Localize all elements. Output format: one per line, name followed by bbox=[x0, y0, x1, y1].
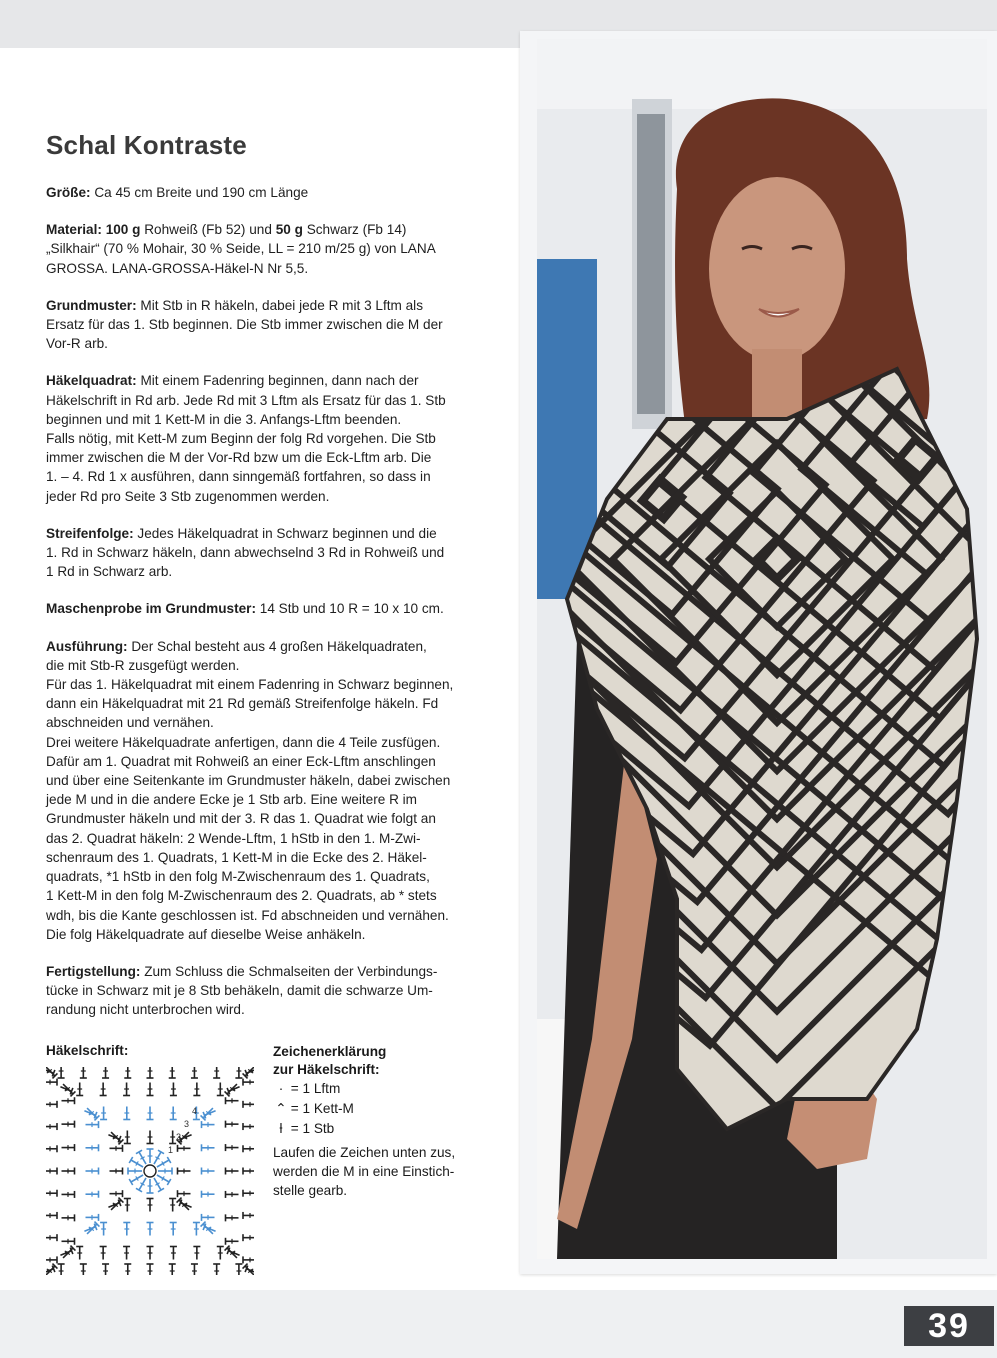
round-label: 3 bbox=[184, 1119, 190, 1129]
ausfuehrung-line-15: wdh, bis die Kante geschlossen ist. Fd abschneiden und vernähen. bbox=[46, 907, 449, 923]
groesse-text: Ca 45 cm Breite und 190 cm Länge bbox=[94, 185, 309, 200]
chart-and-legend bbox=[46, 1043, 506, 1283]
material-amount-white: 100 g bbox=[105, 222, 141, 238]
slip-stitch-icon: ⌃ bbox=[275, 1101, 287, 1116]
ausfuehrung-line-7: Dafür am 1. Quadrat mit Rohweiß an einer Eck-Lftm anschlingen bbox=[46, 753, 436, 769]
material-line-2: „Silkhair“ (70 % Mohair, 30 % Seide, LL = 210 m/25 g) von LANA bbox=[46, 241, 436, 257]
material-amount-black: 50 g bbox=[275, 222, 303, 238]
streifenfolge-text-1: Jedes Häkelquadrat in Schwarz beginnen und die bbox=[137, 525, 437, 541]
streifenfolge-line-1 bbox=[46, 524, 492, 543]
legend-item-stb bbox=[273, 1119, 503, 1139]
face bbox=[709, 177, 845, 361]
chart-title: Häkelschrift: bbox=[46, 1043, 129, 1058]
streifenfolge-label: Streifenfolge: bbox=[46, 525, 134, 541]
section-maschenprobe bbox=[46, 599, 492, 618]
section-haekelquadrat bbox=[46, 371, 492, 505]
legend-note-line-3: stelle gearb. bbox=[273, 1183, 348, 1198]
legend-item-lftm bbox=[273, 1079, 503, 1099]
ausfuehrung-line-3: Für das 1. Häkelquadrat mit einem Fadenring in Schwarz beginnen, bbox=[46, 677, 454, 693]
grundmuster-line-1 bbox=[46, 296, 492, 315]
model-photo bbox=[537, 39, 987, 1259]
material-text-white: Rohweiß (Fb 52) und bbox=[144, 222, 272, 238]
ausfuehrung-line-4: dann ein Häkelquadrat mit 21 Rd gemäß Streifenfolge häkeln. Fd bbox=[46, 696, 439, 712]
double-crochet-icon: ƚ bbox=[279, 1121, 283, 1136]
haekelquadrat-line-1 bbox=[46, 371, 492, 390]
fertigstellung-line-1 bbox=[46, 962, 492, 981]
haekelquadrat-text-1: Mit einem Fadenring beginnen, dann nach der bbox=[140, 373, 419, 389]
legend-item-stb-text: = 1 Stb bbox=[290, 1121, 335, 1136]
neck bbox=[752, 349, 802, 419]
fertigstellung-line-3: randung nicht unterbrochen wird. bbox=[46, 1002, 245, 1018]
fertigstellung-text-1: Zum Schluss die Schmalseiten der Verbindungs- bbox=[144, 963, 438, 979]
ausfuehrung-text-1: Der Schal besteht aus 4 großen Häkelquadraten, bbox=[131, 638, 427, 654]
maschenprobe-text: 14 Stb und 10 R = 10 x 10 cm. bbox=[259, 601, 444, 617]
ausfuehrung-line-14: 1 Kett-M in den folg M-Zwischenraum des 2. Quadrats, ab * stets bbox=[46, 888, 437, 904]
fertigstellung-label: Fertigstellung: bbox=[46, 963, 141, 979]
material-line-1 bbox=[46, 220, 492, 239]
ausfuehrung-label: Ausführung: bbox=[46, 638, 128, 654]
haekelquadrat-line-7: jeder Rd pro Seite 3 Stb zugenommen werden. bbox=[46, 488, 330, 504]
legend-item-kettm-text: = 1 Kett-M bbox=[290, 1101, 354, 1116]
streifenfolge-line-3: 1 Rd in Schwarz arb. bbox=[46, 564, 173, 580]
ausfuehrung-line-13: quadrats, *1 hStb in den folg M-Zwischenraum des 1. Quadrats, bbox=[46, 869, 430, 885]
section-grundmuster bbox=[46, 296, 492, 354]
section-material bbox=[46, 220, 492, 278]
section-fertigstellung bbox=[46, 962, 492, 1020]
grundmuster-line-2: Ersatz für das 1. Stb beginnen. Die Stb immer zwischen die M der bbox=[46, 317, 443, 333]
legend-note-line-2: werden die M in eine Einstich- bbox=[273, 1164, 455, 1179]
haekelquadrat-line-3: beginnen und mit 1 Kett-M in die 3. Anfangs-Lftm beenden. bbox=[46, 411, 402, 427]
ausfuehrung-line-16: Die folg Häkelquadrate auf dieselbe Weise anhäkeln. bbox=[46, 926, 366, 942]
legend-title-line-1: Zeichenerklärung bbox=[273, 1044, 387, 1059]
section-streifenfolge bbox=[46, 524, 492, 582]
material-text-black: Schwarz (Fb 14) bbox=[306, 222, 407, 238]
page-title: Schal Kontraste bbox=[46, 130, 247, 160]
page-bottom-band bbox=[0, 1290, 997, 1358]
instructions-column bbox=[46, 130, 492, 1038]
legend-note-line-1: Laufen die Zeichen unten zus, bbox=[273, 1145, 456, 1160]
chain-stitch-icon: · bbox=[278, 1081, 284, 1096]
ausfuehrung-line-2: die mit Stb-R zusgefügt werden. bbox=[46, 657, 240, 673]
ausfuehrung-line-6: Drei weitere Häkelquadrate anfertigen, dann die 4 Teile zusfügen. bbox=[46, 734, 441, 750]
grundmuster-text-1: Mit Stb in R häkeln, dabei jede R mit 3 Lftm als bbox=[140, 297, 423, 313]
fertigstellung-line-2: tücke in Schwarz mit je 8 Stb behäkeln, damit die schwarze Um- bbox=[46, 983, 433, 999]
legend-item-lftm-text: = 1 Lftm bbox=[290, 1081, 341, 1096]
ausfuehrung-line-5: abschneiden und vernähen. bbox=[46, 715, 214, 731]
streifenfolge-line-2: 1. Rd in Schwarz häkeln, dann abwechselnd 3 Rd in Rohweiß und bbox=[46, 545, 445, 561]
door-window bbox=[637, 114, 665, 414]
haekelquadrat-line-5: immer zwischen die M der Vor-Rd bzw um die Eck-Lftm arb. Die bbox=[46, 450, 432, 466]
material-label: Material: bbox=[46, 222, 102, 238]
haekelquadrat-label: Häkelquadrat: bbox=[46, 373, 137, 389]
legend-note bbox=[273, 1143, 503, 1200]
section-groesse bbox=[46, 183, 492, 202]
round-label: 4 bbox=[192, 1106, 198, 1116]
haekelquadrat-line-4: Falls nötig, mit Kett-M zum Beginn der folg Rd vorgehen. Die Stb bbox=[46, 431, 436, 447]
ausfuehrung-line-8: und über eine Seitenkante im Grundmuster häkeln, dabei zwischen bbox=[46, 773, 451, 789]
grundmuster-label: Grundmuster: bbox=[46, 297, 137, 313]
haekelquadrat-line-6: 1. – 4. Rd 1 x ausführen, dann sinngemäß fortfahren, so dass in bbox=[46, 469, 431, 485]
symbol-legend bbox=[273, 1043, 503, 1200]
material-line-3: GROSSA. LANA-GROSSA-Häkel-N Nr 5,5. bbox=[46, 260, 309, 276]
groesse-label: Größe: bbox=[46, 185, 91, 200]
magic-ring bbox=[144, 1165, 156, 1177]
grundmuster-line-3: Vor-R arb. bbox=[46, 336, 108, 352]
ausfuehrung-line-1 bbox=[46, 637, 492, 656]
ceiling bbox=[537, 39, 987, 109]
crochet-chart bbox=[46, 1067, 254, 1275]
page-number: 39 bbox=[904, 1306, 994, 1346]
round-label: 2 bbox=[176, 1132, 182, 1142]
ausfuehrung-line-11: das 2. Quadrat häkeln: 2 Wende-Lftm, 1 hStb in den 1. M-Zwi- bbox=[46, 830, 421, 846]
legend-item-kettm bbox=[273, 1099, 503, 1119]
section-ausfuehrung bbox=[46, 637, 492, 944]
ausfuehrung-line-10: Grundmuster häkeln und mit der 3. R das 1. Quadrat wie folgt an bbox=[46, 811, 436, 827]
ausfuehrung-line-12: schenraum des 1. Quadrats, 1 Kett-M in die Ecke des 2. Häkel- bbox=[46, 849, 427, 865]
legend-title-line-2: zur Häkelschrift: bbox=[273, 1062, 380, 1077]
maschenprobe-label: Maschenprobe im Grundmuster: bbox=[46, 601, 256, 617]
round-label: 1 bbox=[168, 1145, 174, 1155]
haekelquadrat-line-2: Häkelschrift in Rd arb. Jede Rd mit 3 Lftm als Ersatz für das 1. Stb bbox=[46, 392, 446, 408]
ausfuehrung-line-9: jede M und in die andere Ecke je 1 Stb arb. Eine weitere R im bbox=[46, 792, 418, 808]
